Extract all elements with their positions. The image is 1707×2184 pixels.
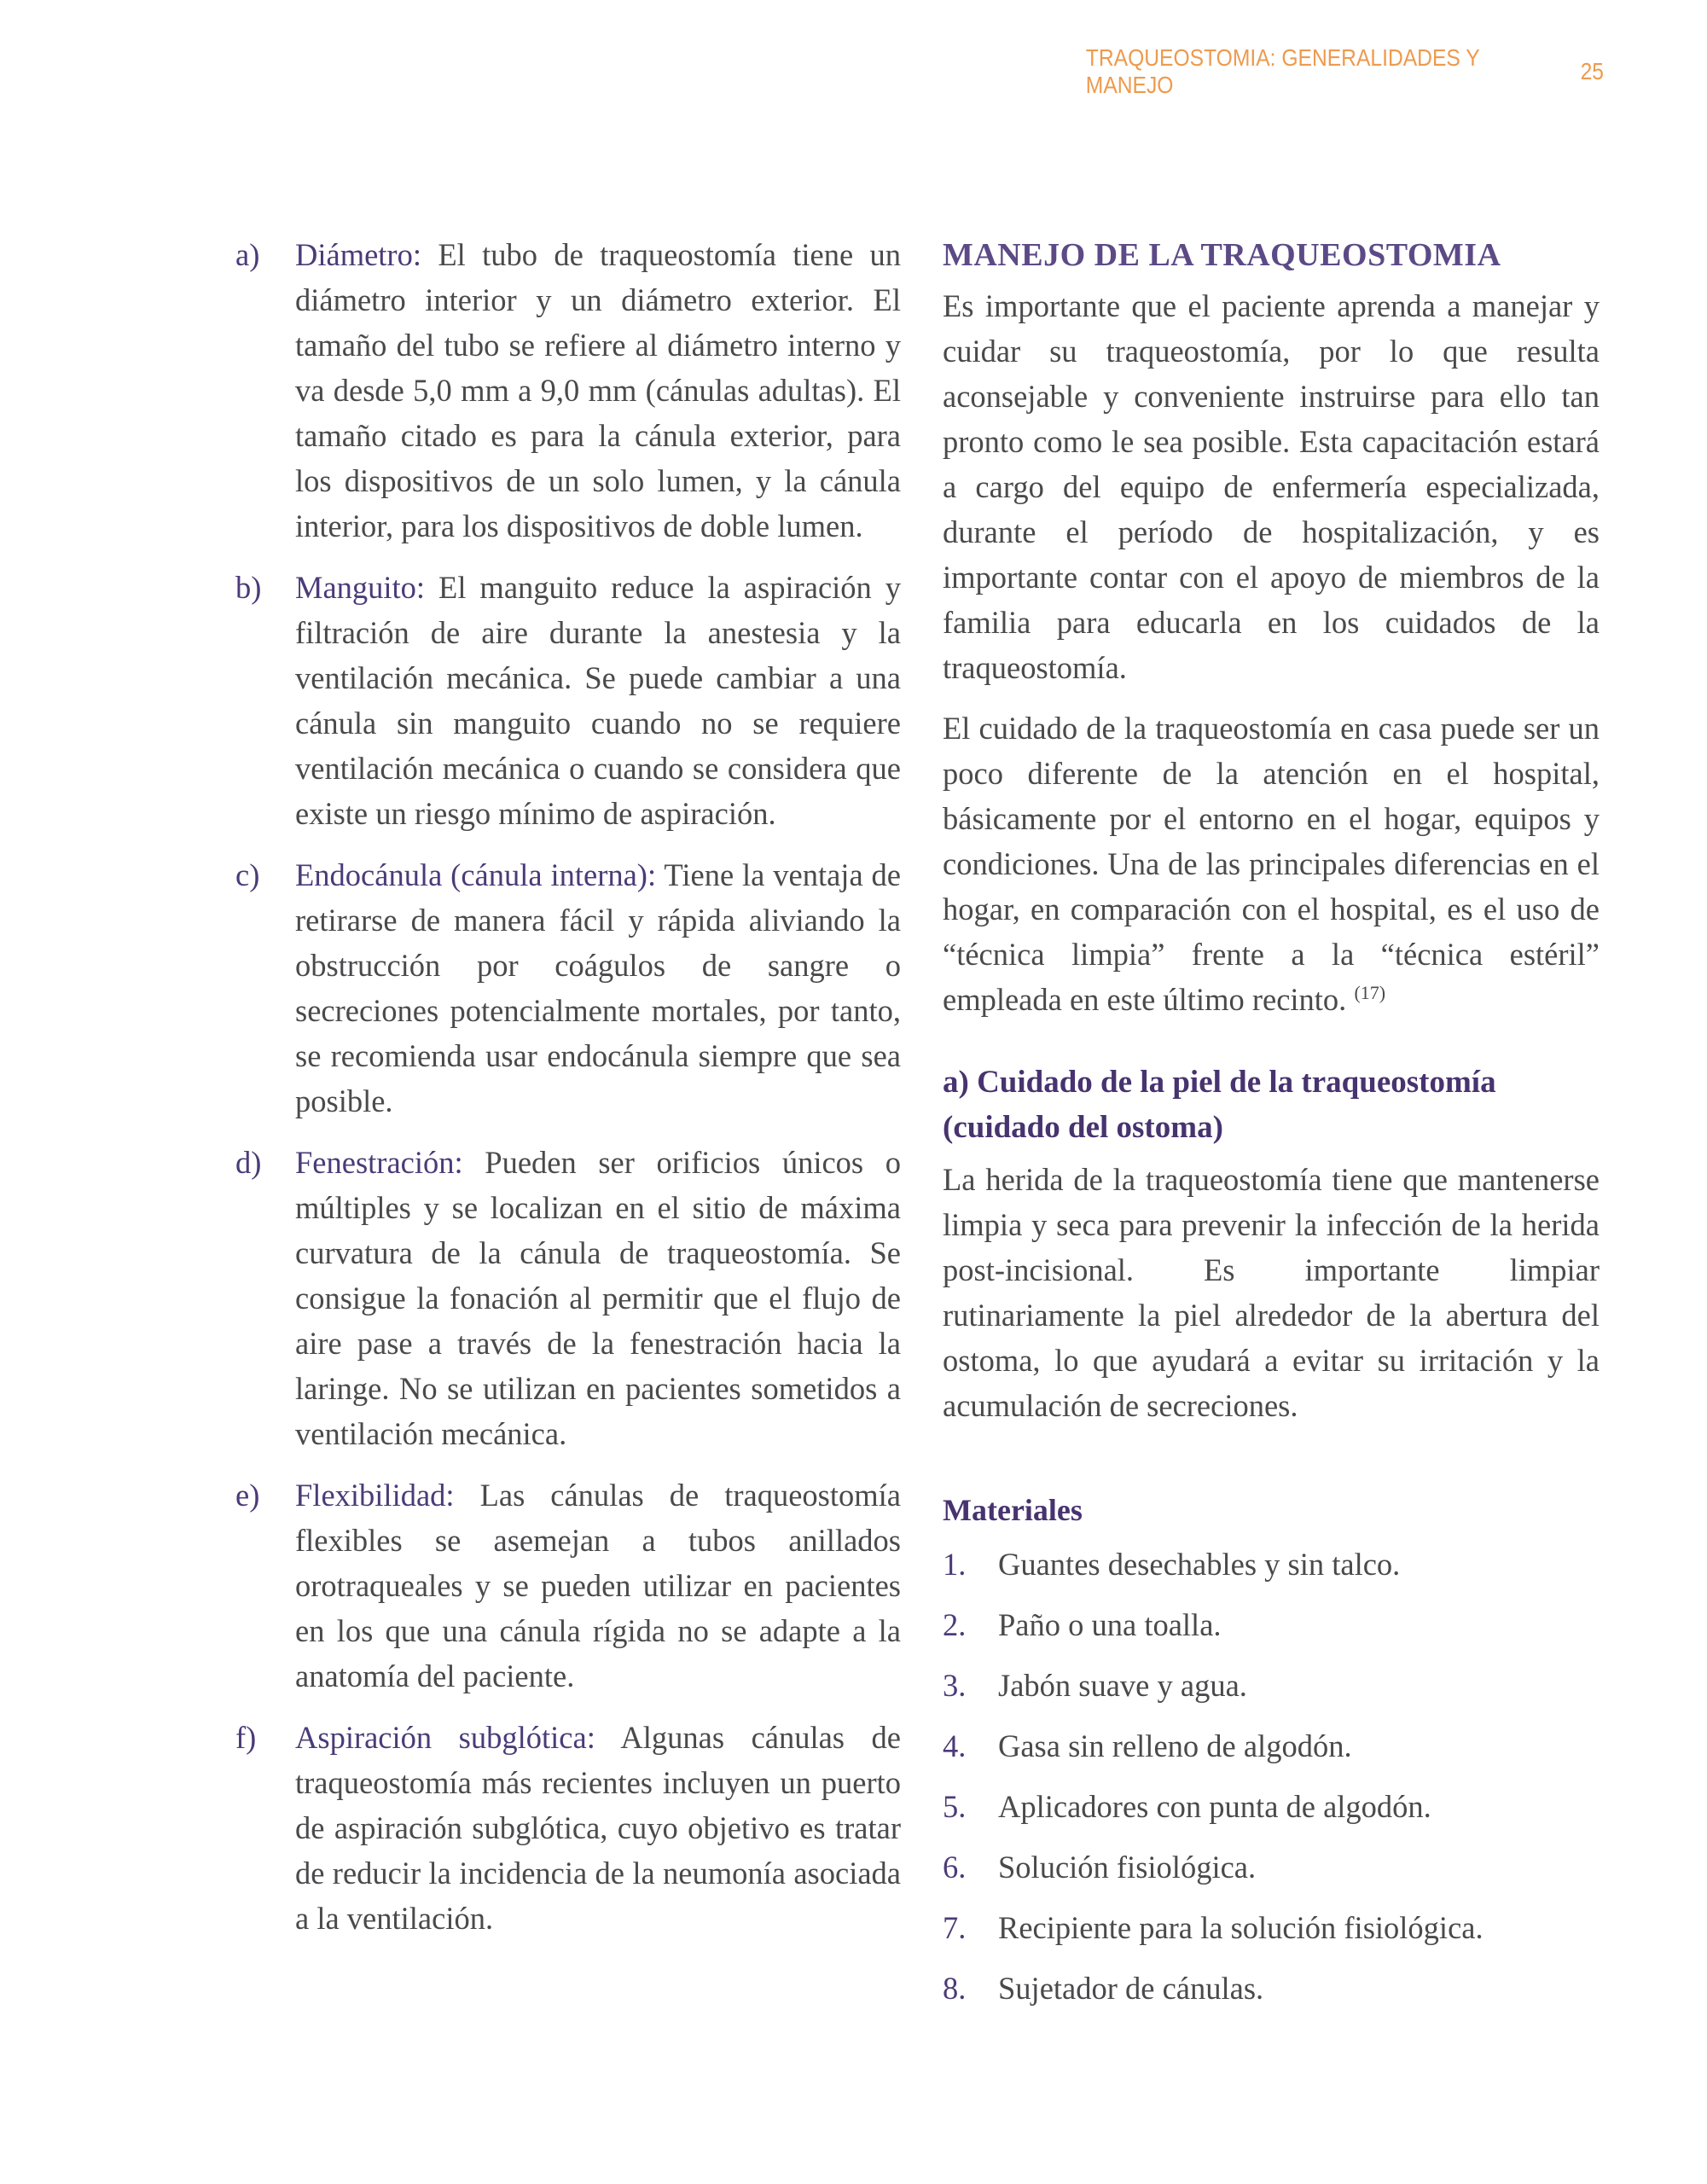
subsection-title: a) Cuidado de la piel de la traqueostomía (cuidado del ostoma) — [943, 1065, 1496, 1145]
item-text: Recipiente para la solución fisiológica. — [998, 1910, 1483, 1945]
running-header-title: TRAQUEOSTOMIA: GENERALIDADES Y MANEJO — [1085, 44, 1480, 98]
item-marker: d) — [235, 1145, 262, 1180]
item-marker: f) — [235, 1720, 257, 1755]
item-term: Diámetro: — [295, 237, 421, 272]
item-number: 2. — [943, 1607, 967, 1642]
item-term: Endocánula (cánula interna): — [295, 857, 657, 892]
running-header — [1086, 44, 1604, 99]
paragraph-skin-care: La herida de la traqueostomía tiene que mantenerse limpia y seca para prevenir la infección de la herida post-incisional. Es importante limpiar rutinariamente la piel alrededor de la abertura del ostoma, lo que ayudará a evitar su irritación y la acumulación de secreciones. — [943, 1162, 1600, 1423]
item-text: Gasa sin relleno de algodón. — [998, 1728, 1352, 1763]
materials-list-item — [943, 1784, 1600, 1829]
item-text — [295, 1715, 901, 1941]
section-title: MANEJO DE LA TRAQUEOSTOMIA — [943, 237, 1501, 273]
list-item-manguito — [235, 565, 901, 836]
page-number: 25 — [1580, 58, 1604, 84]
item-number: 1. — [943, 1547, 967, 1582]
materials-list-item — [943, 1966, 1600, 2011]
materials-list-item — [943, 1663, 1600, 1708]
item-number: 7. — [943, 1910, 967, 1945]
materials-list-item — [943, 1844, 1600, 1890]
list-item-endocanula — [235, 852, 901, 1124]
right-column — [943, 232, 1600, 2026]
item-marker: c) — [235, 857, 260, 892]
item-text — [295, 565, 901, 836]
paragraph-home-care — [943, 706, 1600, 1022]
item-number: 8. — [943, 1971, 967, 2006]
item-text — [295, 1472, 901, 1699]
item-text: Paño o una toalla. — [998, 1607, 1222, 1642]
materials-list-item — [943, 1723, 1600, 1769]
item-text — [295, 232, 901, 549]
item-body: El manguito reduce la aspiración y filtración de aire durante la anestesia y la ventilación mecánica. Se puede cambiar a una cánula sin manguito cuando no se requiere ventilación mecánica o cuando se considera que existe un riesgo mínimo de aspiración. — [295, 570, 901, 831]
item-term: Manguito: — [295, 570, 426, 605]
list-item-diametro — [235, 232, 901, 549]
item-number: 4. — [943, 1728, 967, 1763]
item-text: Sujetador de cánulas. — [998, 1971, 1264, 2006]
item-text: Jabón suave y agua. — [998, 1668, 1247, 1703]
materials-list-item — [943, 1905, 1600, 1950]
list-item-aspiracion-subglotica — [235, 1715, 901, 1941]
item-body: Algunas cánulas de traqueostomía más recientes incluyen un puerto de aspiración subglótica, cuyo objetivo es tratar de reducir la incidencia de la neumonía asociada a la ventilación. — [295, 1720, 901, 1936]
list-item-fenestracion — [235, 1140, 901, 1456]
item-text — [295, 1140, 901, 1456]
materials-list-item — [943, 1602, 1600, 1647]
item-body: El tubo de traqueostomía tiene un diámetro interior y un diámetro exterior. El tamaño del tubo se refiere al diámetro interno y va desde 5,0 mm a 9,0 mm (cánulas adultas). El tamaño citado es para la cánula exterior, para los dispositivos de un solo lumen, y la cánula interior, para los dispositivos de doble lumen. — [295, 237, 901, 543]
item-marker: e) — [235, 1478, 260, 1513]
item-marker: a) — [235, 237, 260, 272]
item-text: Solución fisiológica. — [998, 1850, 1257, 1885]
paragraph-intro: Es importante que el paciente aprenda a manejar y cuidar su traqueostomía, por lo que resulta aconsejable y conveniente instruirse para ello tan pronto como le sea posible. Esta capacitación estará a cargo del equipo de enfermería especializada, durante el período de hospitalización, y es importante contar con el apoyo de miembros de la familia para educarla en los cuidados de la traqueostomía. — [943, 288, 1600, 685]
paragraph-home-care-text: El cuidado de la traqueostomía en casa puede ser un poco diferente de la atención en el hospital, básicamente por el entorno en el hogar, equipos y condiciones. Una de las principales diferencias en el hogar, en comparación con el hospital, es el uso de “técnica limpia” frente a la “técnica estéril” empleada en este último recinto. — [943, 711, 1600, 1017]
item-text: Aplicadores con punta de algodón. — [998, 1789, 1431, 1824]
item-term: Fenestración: — [295, 1145, 463, 1180]
list-item-flexibilidad — [235, 1472, 901, 1699]
materials-title: Materiales — [943, 1493, 1083, 1527]
item-body: Pueden ser orificios únicos o múltiples y se localizan en el sitio de máxima curvatura de la cánula de traqueostomía. Se consigue la fonación al permitir que el flujo de aire pase a través de la fenestración hacia la laringe. No se utilizan en pacientes sometidos a ventilación mecánica. — [295, 1145, 901, 1451]
item-body: Tiene la ventaja de retirarse de manera fácil y rápida aliviando la obstrucción por coágulos de sangre o secreciones potencialmente mortales, por tanto, se recomienda usar endocánula siempre que sea posible. — [295, 857, 901, 1118]
item-body: Las cánulas de traqueostomía flexibles se asemejan a tubos anillados orotraqueales y se pueden utilizar en pacientes en los que una cánula rígida no se adapte a la anatomía del paciente. — [295, 1478, 901, 1693]
item-marker: b) — [235, 570, 262, 605]
item-term: Aspiración subglótica: — [295, 1720, 595, 1755]
left-column — [235, 232, 901, 1957]
item-number: 6. — [943, 1850, 967, 1885]
materials-list-item — [943, 1542, 1600, 1587]
item-term: Flexibilidad: — [295, 1478, 455, 1513]
reference-superscript: (17) — [1354, 981, 1386, 1003]
item-number: 3. — [943, 1668, 967, 1703]
item-number: 5. — [943, 1789, 967, 1824]
item-text — [295, 852, 901, 1124]
materials-list — [943, 1542, 1600, 2011]
item-text: Guantes desechables y sin talco. — [998, 1547, 1401, 1582]
